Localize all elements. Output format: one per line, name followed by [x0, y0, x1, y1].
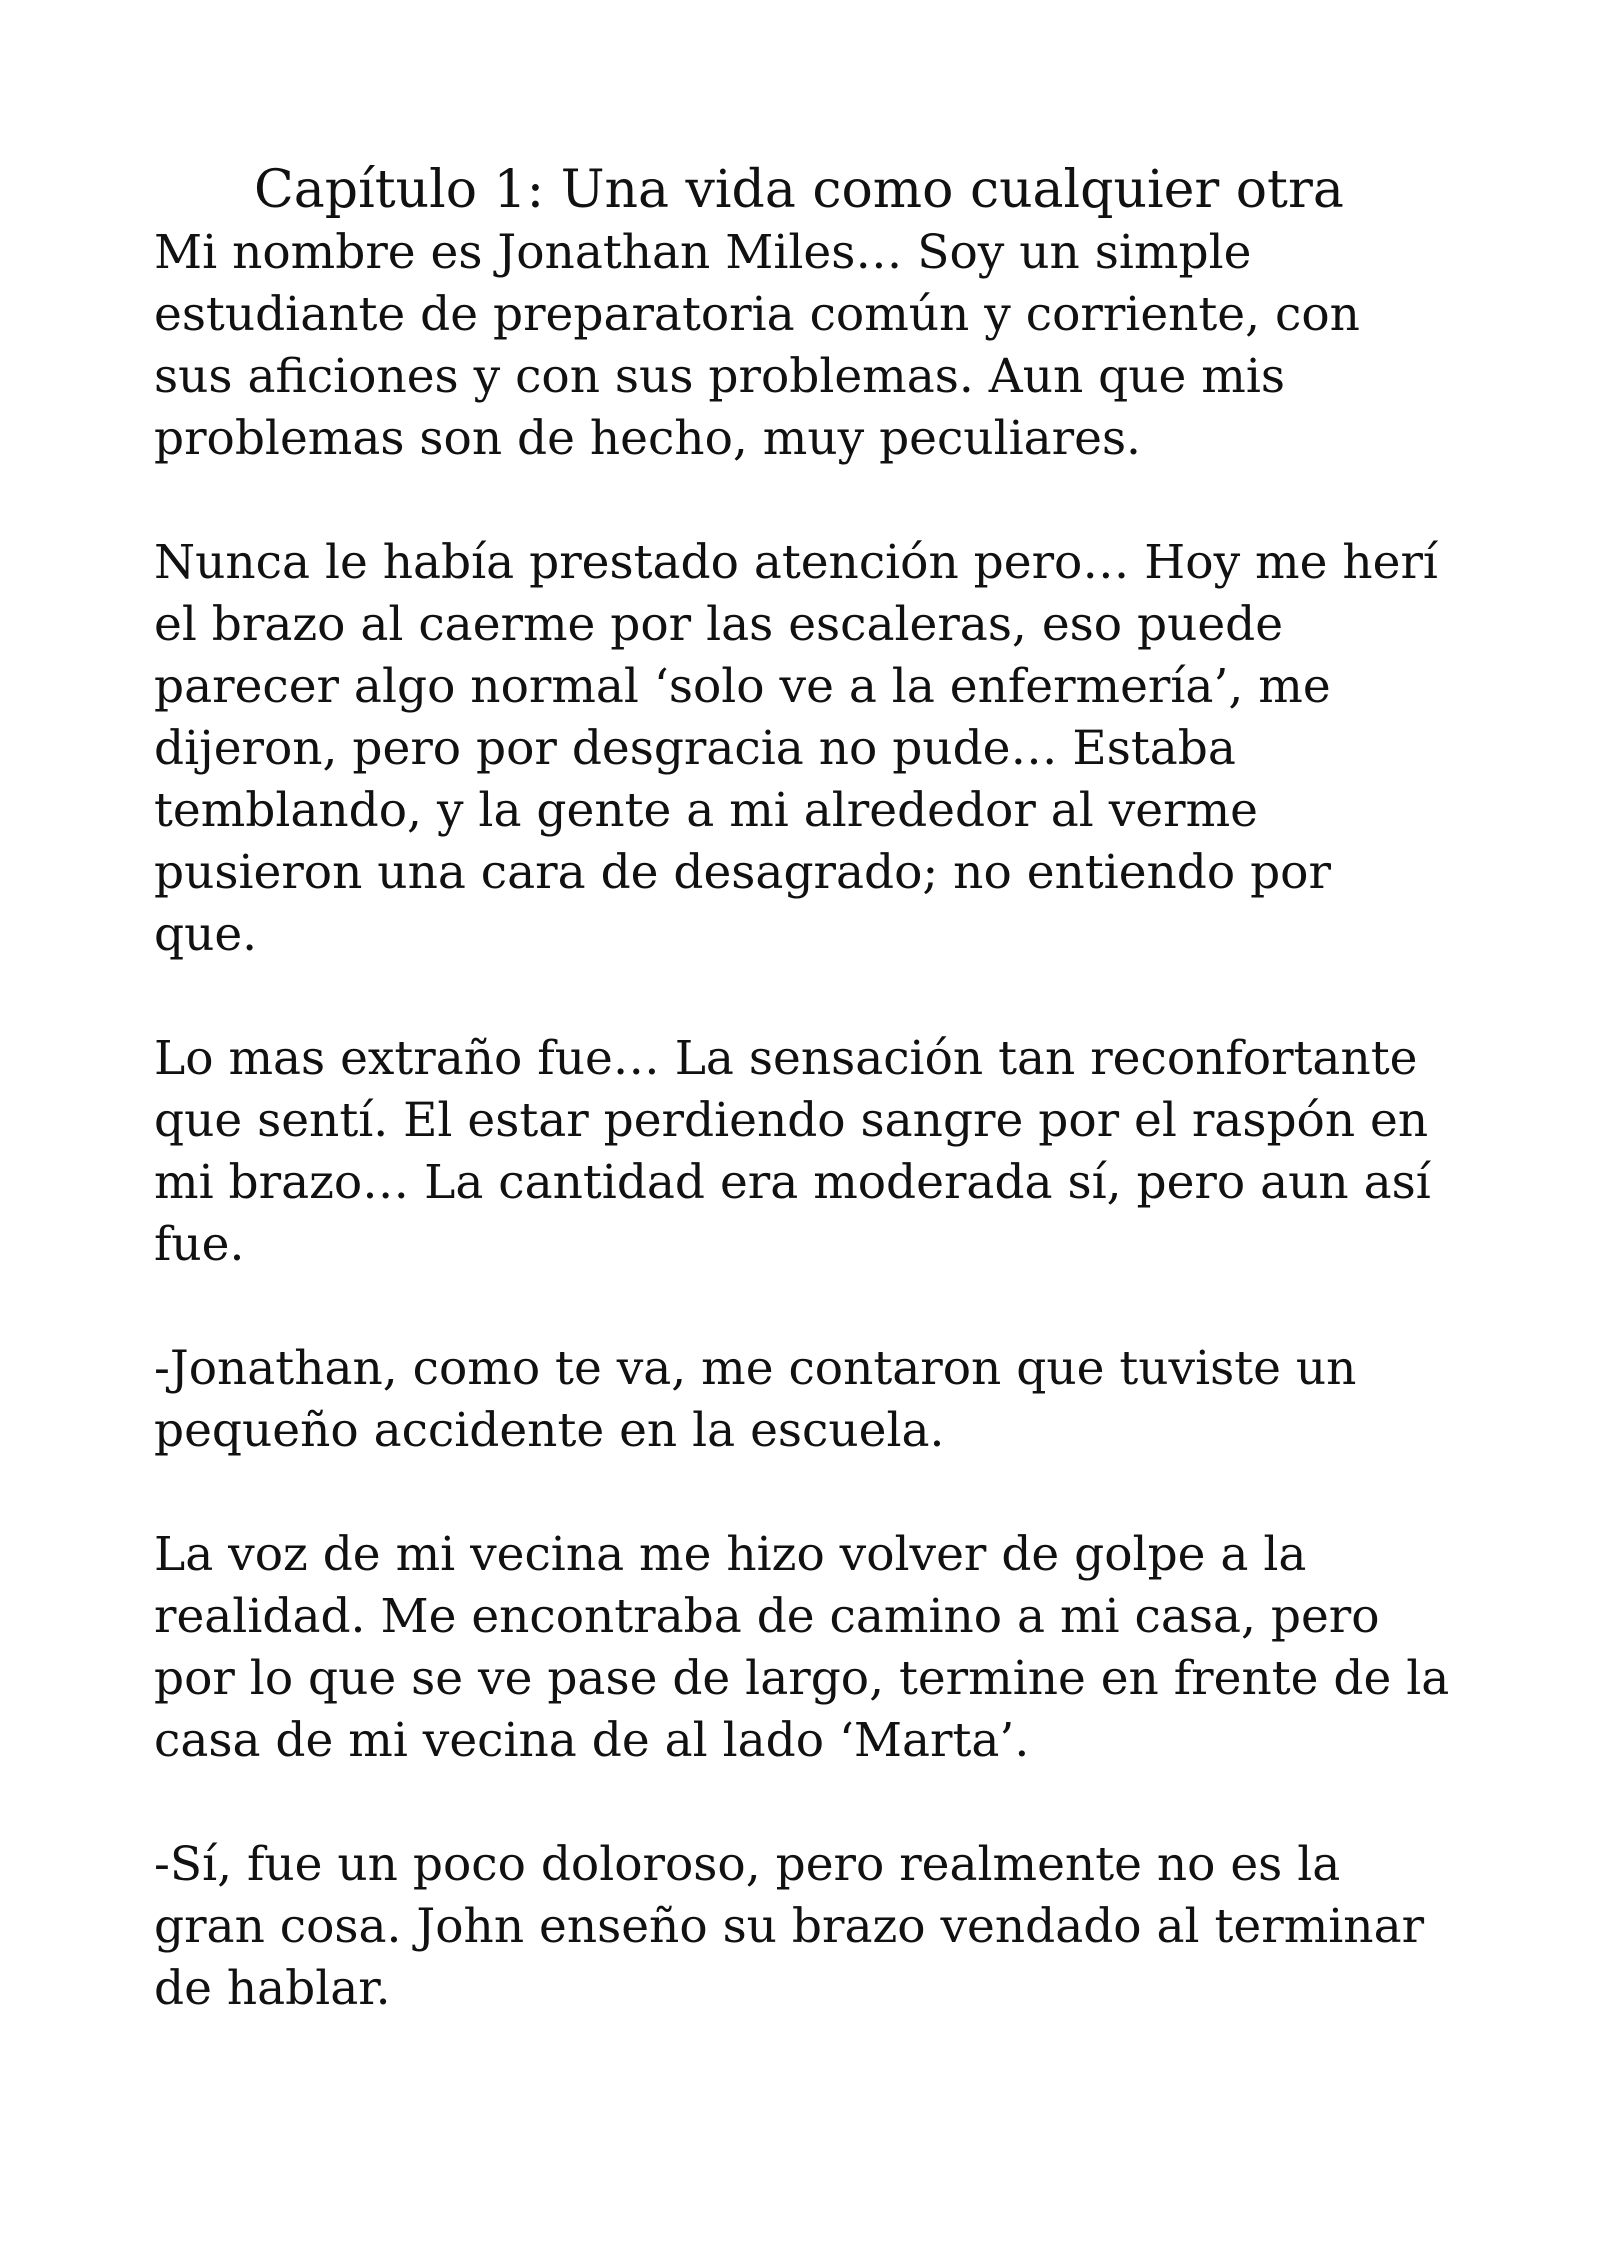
text-line: sus aficiones y con sus problemas. Aun que mis [154, 349, 1286, 404]
text-line: dijeron, pero por desgracia no pude… Estaba [154, 721, 1236, 776]
text-line: Nunca le había prestado atención pero… Hoy me herí [154, 535, 1438, 590]
paragraph-3 [154, 1028, 1454, 1276]
text-line: por lo que se ve pase de largo, termine en frente de la [154, 1651, 1450, 1706]
text-line: -Jonathan, como te va, me contaron que tuviste un [154, 1341, 1357, 1396]
chapter-title: Capítulo 1: Una vida como cualquier otra [254, 160, 1344, 220]
text-line: problemas son de hecho, muy peculiares. [154, 411, 1141, 466]
text-line: estudiante de preparatoria común y corriente, con [154, 287, 1360, 342]
document-body [154, 158, 1454, 2082]
text-line: de hablar. [154, 1961, 391, 2016]
text-line: parecer algo normal ‘solo ve a la enfermería’, me [154, 659, 1331, 714]
text-line: pequeño accidente en la escuela. [154, 1403, 945, 1458]
text-line: temblando, y la gente a mi alrededor al verme [154, 783, 1258, 838]
text-line: que. [154, 907, 258, 962]
paragraph-1 [154, 222, 1454, 470]
text-line: realidad. Me encontraba de camino a mi casa, pero [154, 1589, 1380, 1644]
text-line: Mi nombre es Jonathan Miles… Soy un simple [154, 225, 1252, 280]
text-line: que sentí. El estar perdiendo sangre por el raspón en [154, 1093, 1429, 1148]
text-line: -Sí, fue un poco doloroso, pero realmente no es la [154, 1837, 1341, 1892]
text-line: gran cosa. John enseño su brazo vendado al terminar [154, 1899, 1425, 1954]
text-line: fue. [154, 1217, 245, 1272]
text-line: el brazo al caerme por las escaleras, eso puede [154, 597, 1284, 652]
text-line: mi brazo… La cantidad era moderada sí, pero aun así [154, 1155, 1431, 1210]
text-line: casa de mi vecina de al lado ‘Marta’. [154, 1713, 1030, 1768]
paragraph-4 [154, 1338, 1454, 1462]
text-line: Lo mas extraño fue… La sensación tan reconfortante [154, 1031, 1418, 1086]
text-line: pusieron una cara de desagrado; no entiendo por [154, 845, 1331, 900]
paragraph-5 [154, 1524, 1454, 1772]
text-line: La voz de mi vecina me hizo volver de golpe a la [154, 1527, 1307, 1582]
paragraph-6 [154, 1834, 1454, 2020]
paragraph-2 [154, 532, 1454, 966]
